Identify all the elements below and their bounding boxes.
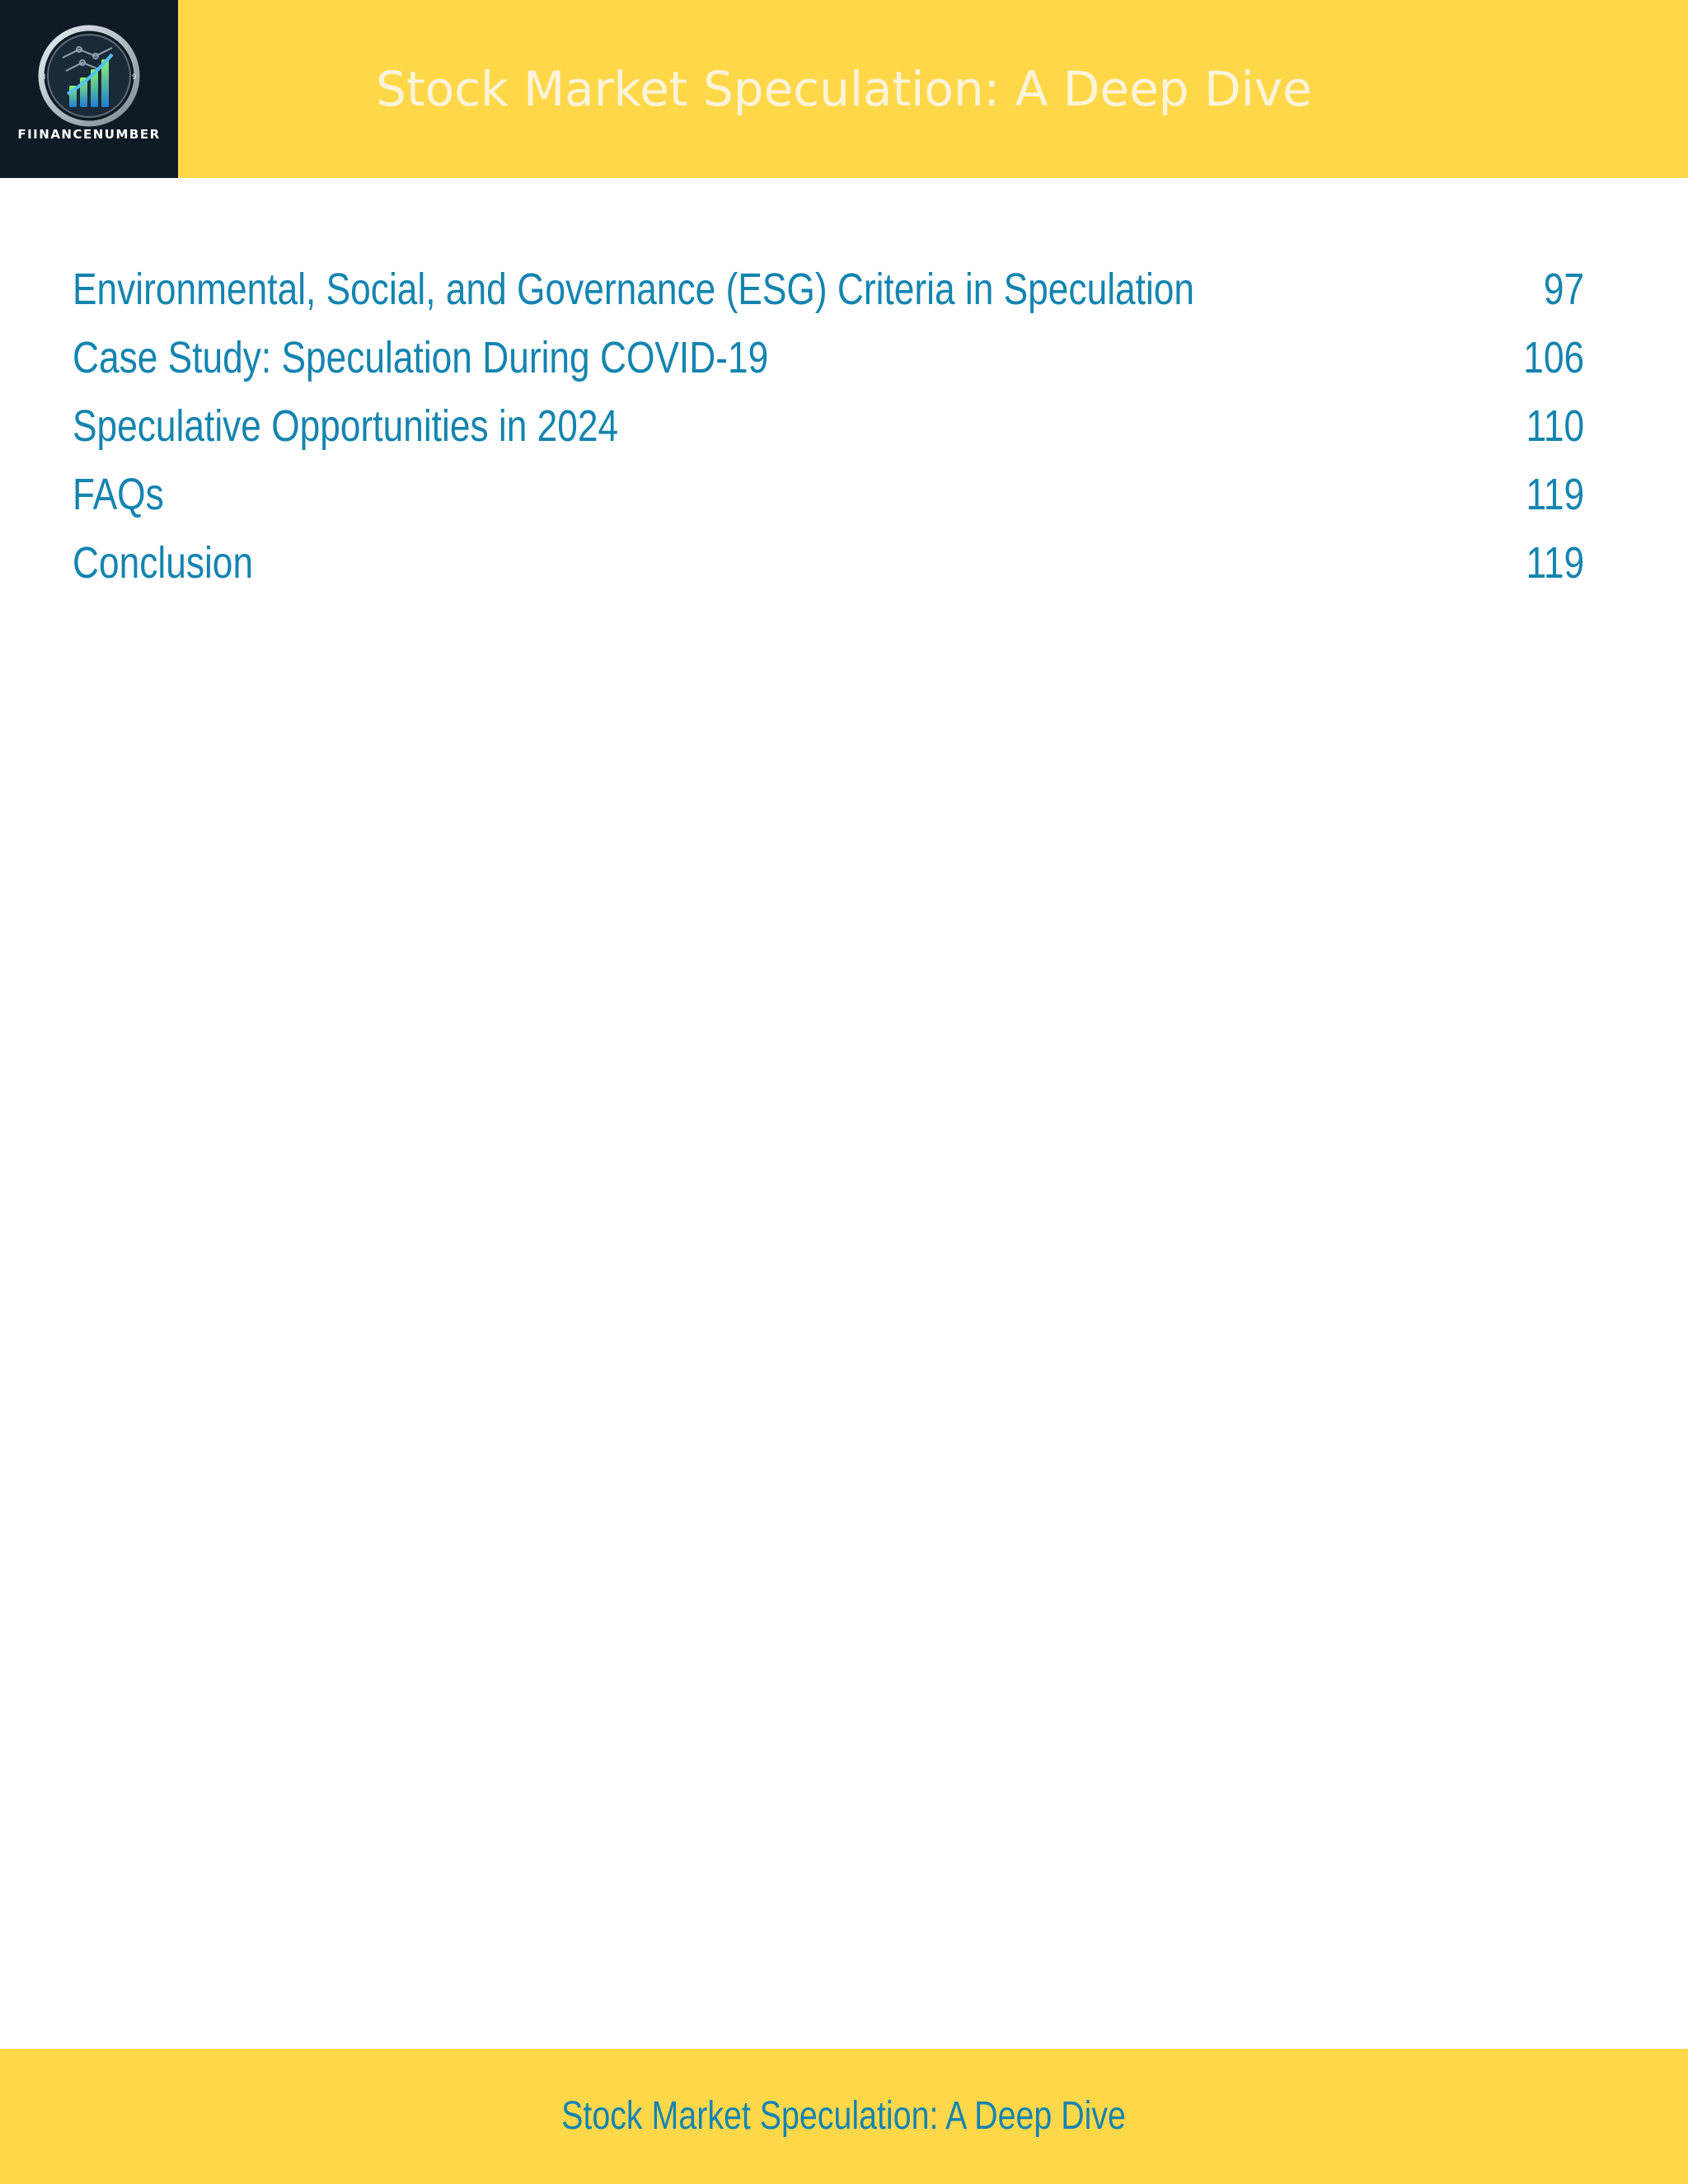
- svg-text:3: 3: [41, 73, 46, 82]
- table-of-contents: [73, 259, 1584, 601]
- header-title: Stock Market Speculation: A Deep Dive: [376, 61, 1312, 117]
- toc-entry-page-number: 119: [1526, 470, 1584, 519]
- toc-entry-page-number: 97: [1543, 265, 1584, 314]
- toc-entry-title[interactable]: Conclusion: [73, 538, 254, 588]
- toc-entry[interactable]: [73, 259, 1584, 327]
- logo-emblem-icon: [38, 25, 140, 127]
- toc-entry-title[interactable]: Speculative Opportunities in 2024: [73, 401, 619, 451]
- toc-entry-title[interactable]: Case Study: Speculation During COVID-19: [73, 333, 769, 382]
- brand-logo: [0, 0, 178, 178]
- toc-entry[interactable]: [73, 464, 1584, 532]
- toc-entry[interactable]: [73, 327, 1584, 396]
- toc-entry[interactable]: [73, 532, 1584, 601]
- logo-wordmark: FIINANCENUMBER: [17, 127, 161, 142]
- toc-entry[interactable]: [73, 396, 1584, 464]
- toc-entry-title[interactable]: FAQs: [73, 470, 164, 519]
- svg-text:9: 9: [132, 73, 137, 82]
- footer-title-text: Stock Market Speculation: A Deep Dive: [561, 2094, 1127, 2138]
- toc-entry-title[interactable]: Environmental, Social, and Governance (ESG) Criteria in Speculation: [73, 265, 1195, 314]
- toc-entry-page-number: 110: [1526, 401, 1584, 451]
- toc-entry-page-number: 106: [1523, 333, 1584, 382]
- page-footer: [0, 2049, 1688, 2184]
- footer-title: [0, 2049, 1688, 2184]
- page-header: [0, 0, 1688, 178]
- toc-entry-page-number: 119: [1526, 538, 1584, 588]
